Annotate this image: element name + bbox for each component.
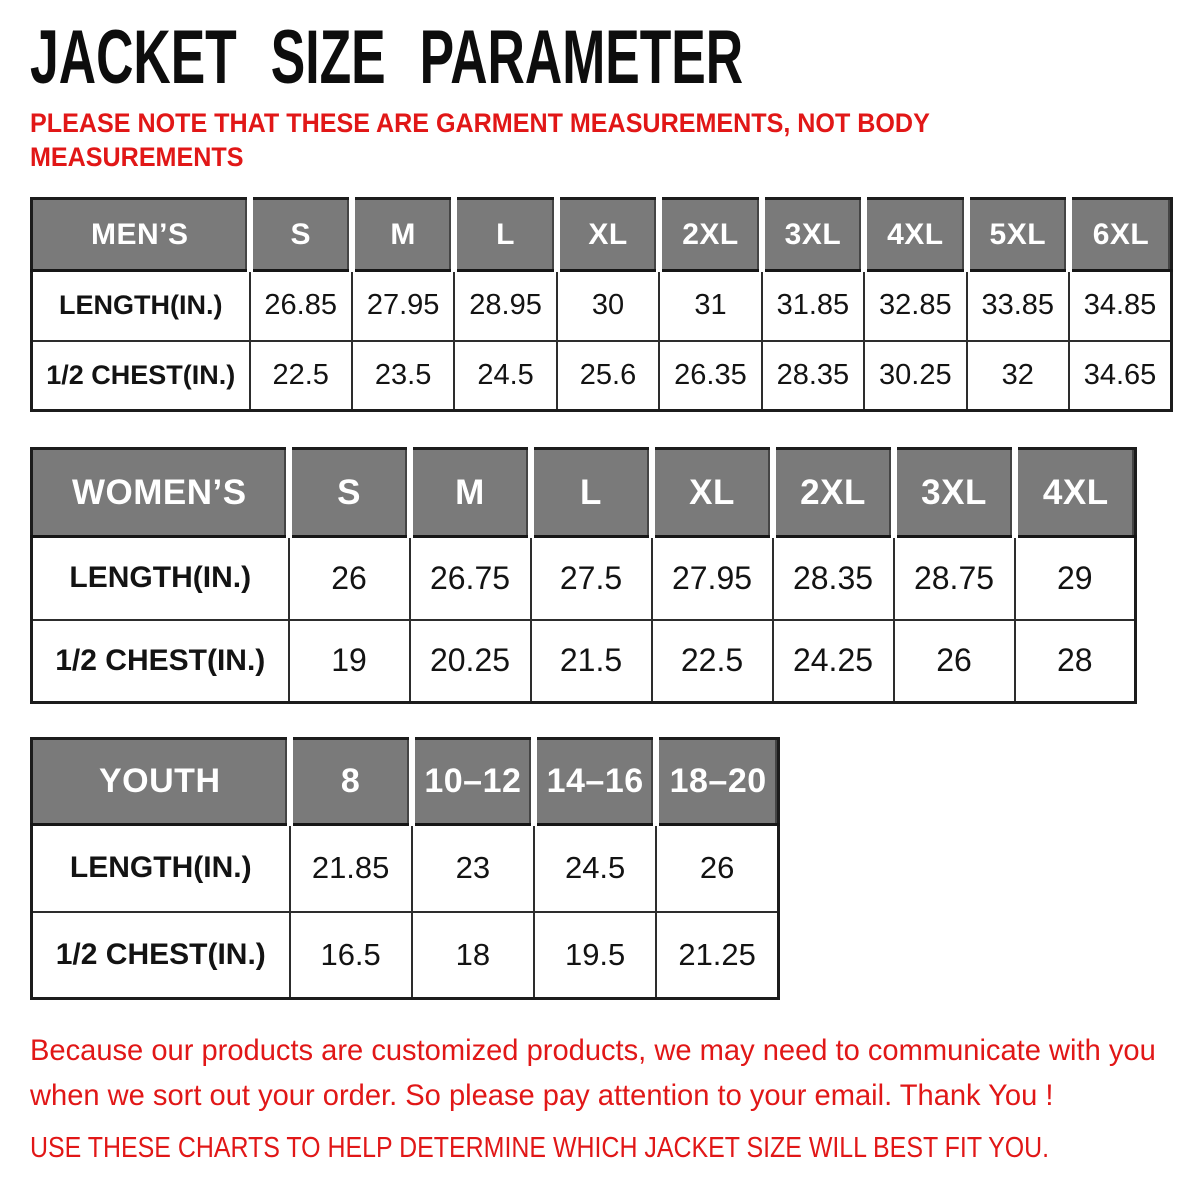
group-header-cell: YOUTH [32,739,290,825]
value-cell: 30.25 [864,341,966,411]
group-header-cell: MEN’S [32,199,250,271]
value-cell: 27.5 [531,537,652,620]
value-cell: 23 [412,825,534,912]
value-cell: 34.65 [1069,341,1172,411]
value-cell: 24.5 [454,341,556,411]
table-row [32,825,779,912]
value-cell: 16.5 [290,912,412,999]
row-label-cell: LENGTH(IN.) [32,537,289,620]
value-cell: 30 [557,271,659,341]
value-cell: 31 [659,271,761,341]
value-cell: 34.85 [1069,271,1172,341]
row-label-cell: LENGTH(IN.) [32,825,290,912]
value-cell: 31.85 [762,271,864,341]
table-row [32,537,1136,620]
size-column-header: XL [652,449,773,537]
value-cell: 18 [412,912,534,999]
value-cell: 22.5 [250,341,352,411]
note-line-1: PLEASE NOTE THAT THESE ARE GARMENT MEASUREMENTS, NOT BODY [30,108,930,138]
value-cell: 32 [967,341,1069,411]
size-column-header: 3XL [894,449,1015,537]
size-column-header: S [289,449,410,537]
value-cell: 28.95 [454,271,556,341]
chart-usage-hint: USE THESE CHARTS TO HELP DETERMINE WHICH JACKET SIZE WILL BEST FIT YOU. [30,1132,1050,1164]
value-cell: 21.85 [290,825,412,912]
value-cell: 26.75 [410,537,531,620]
value-cell: 19.5 [534,912,656,999]
value-cell: 26 [894,620,1015,703]
garment-measurement-note [30,106,998,174]
size-column-header: 2XL [773,449,894,537]
value-cell: 19 [289,620,410,703]
value-cell: 26.35 [659,341,761,411]
value-cell: 26 [289,537,410,620]
size-column-header: 3XL [762,199,864,271]
footer-line-2: when we sort out your order. So please pay attention to your email. Thank You ! [30,1079,1054,1112]
group-header-cell: WOMEN’S [32,449,289,537]
value-cell: 27.95 [352,271,454,341]
value-cell: 24.5 [534,825,656,912]
size-column-header: XL [557,199,659,271]
size-column-header: 5XL [967,199,1069,271]
size-column-header: 4XL [864,199,966,271]
size-column-header: L [531,449,652,537]
footer-line-1: Because our products are customized products, we may need to communicate with you [30,1034,1156,1067]
row-label-cell: 1/2 CHEST(IN.) [32,912,290,999]
table-row [32,620,1136,703]
value-cell: 24.25 [773,620,894,703]
value-cell: 28.35 [773,537,894,620]
value-cell: 25.6 [557,341,659,411]
size-column-header: M [410,449,531,537]
size-column-header: 4XL [1015,449,1136,537]
value-cell: 21.5 [531,620,652,703]
size-column-header: 10–12 [412,739,534,825]
row-label-cell: 1/2 CHEST(IN.) [32,341,250,411]
table-row [32,912,779,999]
value-cell: 20.25 [410,620,531,703]
size-column-header: M [352,199,454,271]
table-row [32,271,1172,341]
value-cell: 26 [656,825,778,912]
value-cell: 28 [1015,620,1136,703]
value-cell: 28.75 [894,537,1015,620]
table-row [32,341,1172,411]
value-cell: 33.85 [967,271,1069,341]
row-label-cell: LENGTH(IN.) [32,271,250,341]
size-column-header: 2XL [659,199,761,271]
womens-size-table [30,447,1137,704]
size-column-header: 14–16 [534,739,656,825]
size-column-header: 6XL [1069,199,1172,271]
value-cell: 29 [1015,537,1136,620]
size-column-header: 18–20 [656,739,778,825]
youth-size-table [30,737,780,1000]
note-line-2: MEASUREMENTS [30,142,244,172]
value-cell: 27.95 [652,537,773,620]
value-cell: 32.85 [864,271,966,341]
page-title: JACKET SIZE PARAMETER [30,15,744,100]
mens-size-table [30,197,1173,412]
value-cell: 23.5 [352,341,454,411]
size-column-header: L [454,199,556,271]
value-cell: 22.5 [652,620,773,703]
size-column-header: S [250,199,352,271]
value-cell: 21.25 [656,912,778,999]
value-cell: 26.85 [250,271,352,341]
customization-notice [30,1028,1191,1118]
value-cell: 28.35 [762,341,864,411]
row-label-cell: 1/2 CHEST(IN.) [32,620,289,703]
size-column-header: 8 [290,739,412,825]
